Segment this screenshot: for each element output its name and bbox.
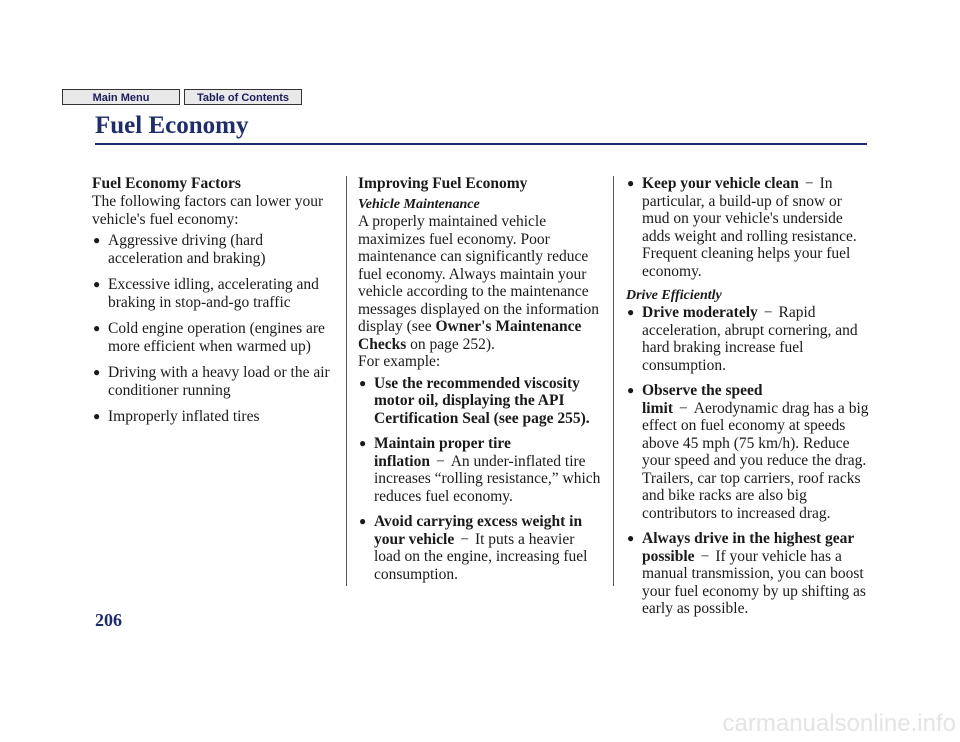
- list-item-text: Rapid acceleration, abrupt cornering, and hard braking increase fuel consumption.: [642, 304, 858, 374]
- section-heading: Fuel Economy Factors: [92, 175, 241, 192]
- column-drive-efficiently: [626, 175, 871, 626]
- list-item-text: Cold engine operation (engines are more efficient when warmed up): [108, 320, 325, 355]
- list-item: [626, 175, 871, 280]
- clean-list: [626, 175, 871, 280]
- bullet-icon: ●: [627, 305, 635, 319]
- subsection-heading: Vehicle Maintenance: [358, 197, 480, 212]
- list-item: [92, 320, 337, 355]
- list-item: [626, 382, 871, 522]
- list-item: [92, 232, 337, 267]
- factor-list: [92, 232, 337, 426]
- list-item: [92, 408, 337, 426]
- column-improving-fuel-economy: [358, 175, 604, 591]
- list-item: [626, 304, 871, 374]
- page-number: 206: [95, 610, 122, 630]
- paragraph-text: A properly maintained vehicle maximizes fuel economy. Poor maintenance can significantly reduce fuel economy. Always maintain your vehicle according to the maintenance messages displayed on the information display (see: [358, 213, 600, 335]
- list-item-text: Improperly inflated tires: [108, 408, 260, 425]
- bullet-icon: ●: [359, 436, 367, 450]
- bullet-icon: ●: [359, 514, 367, 528]
- table-of-contents-button[interactable]: Table of Contents: [184, 89, 302, 105]
- list-item-text: Excessive idling, accelerating and braking in stop-and-go traffic: [108, 276, 319, 311]
- list-item: [358, 375, 604, 428]
- section-heading: Improving Fuel Economy: [358, 175, 528, 192]
- owners-maintenance-checks-link[interactable]: Owner's Maintenance Checks: [358, 318, 582, 353]
- list-item-text: It puts a heavier load on the engine, increasing fuel consumption.: [374, 530, 588, 583]
- bullet-icon: ●: [359, 375, 367, 390]
- for-example-text: For example:: [358, 353, 441, 370]
- maintenance-paragraph: [358, 213, 604, 353]
- list-item-text: Aerodynamic drag has a big effect on fuel economy at speeds above 45 mph (75 km/h). Reduce your speed and you reduce the drag. Trailers, car top carriers, roof racks and bike racks are also big contributors to increased drag.: [642, 399, 869, 522]
- column-fuel-economy-factors: [92, 175, 337, 435]
- list-item: [358, 513, 604, 583]
- bullet-icon: ●: [627, 383, 635, 397]
- page-title: Fuel Economy: [95, 112, 249, 139]
- maintenance-list: [358, 375, 604, 584]
- bullet-icon: ●: [627, 176, 635, 190]
- dash-icon: −: [679, 399, 688, 417]
- bullet-icon: ●: [93, 409, 101, 423]
- subsection-heading: Drive Efficiently: [626, 288, 722, 303]
- dash-icon: −: [804, 175, 814, 192]
- list-item-title: Observe the speed limit: [642, 382, 763, 417]
- bullet-icon: ●: [627, 531, 635, 545]
- list-item-text: In particular, a build-up of snow or mud on your vehicle's underside adds weight and rolling resistance. Frequent cleaning helps your fuel economy.: [642, 175, 857, 280]
- list-item: [626, 530, 871, 618]
- dash-icon: −: [700, 547, 710, 565]
- list-item-title: Maintain proper tire inflation: [374, 435, 511, 470]
- list-item-title: Drive moderately: [642, 304, 758, 321]
- dash-icon: −: [763, 304, 773, 321]
- bullet-icon: ●: [93, 233, 101, 247]
- list-item-text: An under-inflated tire increases “rolling resistance,” which reduces fuel economy.: [374, 452, 601, 505]
- driving-list: [626, 304, 871, 618]
- column-divider: [346, 176, 347, 586]
- dash-icon: −: [435, 452, 445, 470]
- column-divider: [613, 176, 614, 586]
- list-item-text: Aggressive driving (hard acceleration and braking): [108, 232, 266, 267]
- list-item-title: Avoid carrying excess weight in your vehicle: [374, 513, 583, 548]
- title-divider: [95, 143, 867, 145]
- dash-icon: −: [460, 530, 469, 548]
- bullet-icon: ●: [93, 321, 101, 335]
- list-item: [358, 435, 604, 505]
- list-item-title: Use the recommended viscosity motor oil, displaying the API Certification Seal (see page 255).: [374, 374, 590, 427]
- list-item-text: If your vehicle has a manual transmission, you can boost your fuel economy by up shifting as early as possible.: [642, 547, 866, 617]
- main-menu-button[interactable]: Main Menu: [62, 89, 180, 105]
- list-item: [92, 276, 337, 311]
- watermark: carmanualsonline.info: [722, 710, 956, 737]
- list-item-title: Always drive in the highest gear possible: [642, 530, 854, 565]
- list-item-title: Keep your vehicle clean: [642, 175, 799, 192]
- list-item-text: Driving with a heavy load or the air conditioner running: [108, 364, 330, 399]
- bullet-icon: ●: [93, 365, 101, 379]
- bullet-icon: ●: [93, 277, 101, 291]
- list-item: [92, 364, 337, 399]
- intro-text: The following factors can lower your vehicle's fuel economy:: [92, 193, 324, 228]
- paragraph-text: on page 252).: [406, 335, 495, 353]
